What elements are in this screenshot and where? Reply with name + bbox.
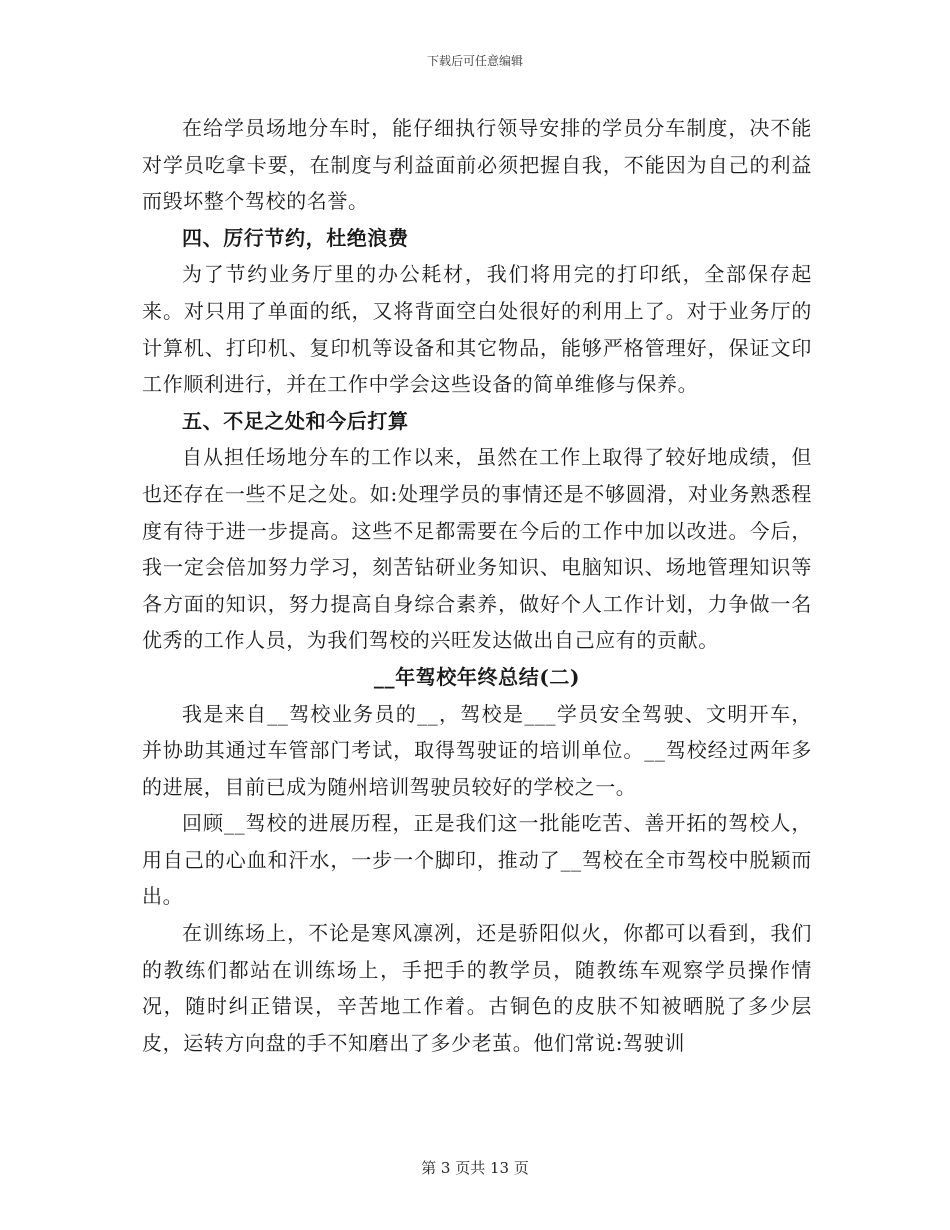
section-heading-4: 四、厉行节约，杜绝浪费	[182, 225, 409, 250]
page-header: 下载后可任意编辑	[426, 54, 523, 68]
paragraph-training-ground: 在训练场上，不论是寒风凛冽，还是骄阳似火，你都可以看到，我们的教练们都站在训练场上，手把手的教学员，随教练车观察学员操作情况，随时纠正错误，辛苦地工作着。古铜色的皮肤不知被晒脱了多少层皮，运转方向盘的手不知磨出了多少老茧。他们常说:驾驶训	[142, 921, 812, 1055]
section-heading-5: 五、不足之处和今后打算	[182, 408, 409, 433]
page-footer: 第 3 页共 13 页	[421, 1159, 529, 1177]
paragraph-shortcomings: 自从担任场地分车的工作以来，虽然在工作上取得了较好地成绩，但也还存在一些不足之处。如:处理学员的事情还是不够圆滑，对业务熟悉程度有待于进一步提高。这些不足都需要在今后的工作中加以改进。今后，我一定会倍加努力学习，刻苦钻研业务知识、电脑知识、场地管理知识等各方面的知识，努力提高自身综合素养，做好个人工作计划，力争做一名优秀的工作人员，为我们驾校的兴旺发达做出自己应有的贡献。	[142, 445, 812, 653]
paragraph-economy: 为了节约业务厅里的办公耗材，我们将用完的打印纸，全部保存起来。对只用了单面的纸，又将背面空白处很好的利用上了。对于业务厅的计算机、打印机、复印机等设备和其它物品，能够严格管理好，保证文印工作顺利进行，并在工作中学会这些设备的简单维修与保养。	[142, 262, 812, 397]
document-subtitle: __年驾校年终总结(二)	[373, 664, 581, 689]
paragraph-history: 回顾__驾校的进展历程，正是我们这一批能吃苦、善开拓的驾校人，用自己的心血和汗水，一步一个脚印，推动了__驾校在全市驾校中脱颖而出。	[142, 811, 812, 909]
paragraph-assignment: 在给学员场地分车时，能仔细执行领导安排的学员分车制度，决不能对学员吃拿卡要，在制度与利益面前必须把握自我，不能因为自己的利益而毁坏整个驾校的名誉。	[142, 116, 812, 214]
paragraph-introduction: 我是来自__驾校业务员的__，驾校是___学员安全驾驶、文明开车，并协助其通过车管部门考试，取得驾驶证的培训单位。__驾校经过两年多的进展，目前已成为随州培训驾驶员较好的学校之一。	[142, 701, 812, 799]
document-body	[142, 110, 812, 1061]
